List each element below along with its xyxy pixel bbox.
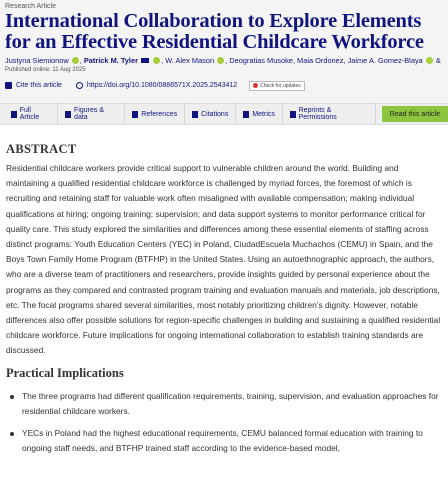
author-list: Justyna Siemionow , Patrick M. Tyler , W. Alex Mason , Deogratias Musoke, Maia Ordonez, Jaime A. Gomez-Blaya & bbox=[5, 56, 441, 65]
orcid-icon[interactable] bbox=[153, 57, 160, 64]
check-updates-button[interactable] bbox=[249, 81, 305, 91]
tab-metrics[interactable] bbox=[236, 103, 283, 125]
abstract-heading: ABSTRACT bbox=[6, 142, 77, 156]
tab-references[interactable] bbox=[125, 103, 185, 125]
tab-full-article[interactable] bbox=[4, 103, 58, 125]
practical-implications-heading: Practical Implications bbox=[6, 365, 124, 380]
article-type: Research Article bbox=[5, 3, 56, 10]
author-trailing: & bbox=[435, 56, 441, 65]
tab-reprints-permissions[interactable] bbox=[283, 103, 376, 125]
document-icon bbox=[11, 111, 17, 118]
list-item: YECs in Poland had the highest educational requirements, CEMU balanced formal education with training to ongoing staff needs, and BTFHP trained staff according to the evidence-based model, bbox=[6, 426, 442, 456]
crossmark-icon bbox=[253, 83, 258, 88]
email-icon[interactable] bbox=[141, 58, 149, 63]
bar-chart-icon bbox=[243, 111, 249, 118]
image-icon bbox=[65, 111, 71, 118]
tab-label: Figures & data bbox=[74, 107, 105, 121]
doi-link[interactable]: https://doi.org/10.1080/0886571X.2025.2543412 bbox=[86, 82, 238, 89]
author-link[interactable]: Maia Ordonez bbox=[297, 56, 344, 65]
link-icon bbox=[76, 82, 83, 89]
article-title: International Collaboration to Explore Elements for an Effective Residential Childcare Workforce bbox=[5, 10, 424, 53]
published-date: Published online: 11 Aug 2025 bbox=[5, 67, 86, 73]
lock-icon bbox=[290, 111, 296, 118]
tab-label: Reprints & Permissions bbox=[298, 107, 337, 121]
tab-label: Full Article bbox=[19, 107, 40, 121]
author-link[interactable]: Patrick M. Tyler bbox=[83, 56, 138, 65]
tab-figures-data[interactable] bbox=[58, 103, 125, 125]
tab-label: Citations bbox=[201, 110, 229, 118]
quote-icon bbox=[5, 82, 12, 89]
author-link[interactable]: Jaime A. Gomez-Blaya bbox=[347, 56, 423, 65]
quote-icon bbox=[192, 111, 198, 118]
author-link[interactable]: Justyna Siemionow bbox=[5, 56, 69, 65]
orcid-icon[interactable] bbox=[72, 57, 79, 64]
tab-label: Metrics bbox=[252, 110, 275, 118]
article-tabs bbox=[0, 103, 448, 125]
tab-citations[interactable] bbox=[185, 103, 236, 125]
cite-row bbox=[5, 79, 443, 92]
article-header bbox=[0, 0, 448, 103]
tab-label: References bbox=[141, 110, 178, 118]
cite-link[interactable]: Cite this article bbox=[16, 82, 62, 89]
orcid-icon[interactable] bbox=[217, 57, 224, 64]
article-body bbox=[0, 128, 448, 463]
read-article-button[interactable]: Read this article bbox=[382, 106, 448, 122]
author-link[interactable]: Deogratias Musoke bbox=[229, 56, 293, 65]
check-updates-label: Check for updates bbox=[260, 82, 301, 89]
author-link[interactable]: W. Alex Mason bbox=[165, 56, 215, 65]
list-item: The three programs had different qualification requirements, training, supervision, and evaluation approaches for residential childcare workers. bbox=[6, 389, 442, 419]
abstract-text: Residential childcare workers provide critical support to vulnerable children around the world. Building and maintaining a qualified residential childcare workforce is challenged by myriad forces, the foremost of which is recruiting and retaining staff for valuable work often misaligned with available compensation; making individual qualifications at hiring; ongoing training; supervision; and data support systems to monitor performance critical for quality care. This study explored the similarities and differences among these essential elements of staffing across distinct programs: Youth Education Centers (YEC) in Poland, CiudadEscuela Muchachos (CEMU) in Spain, and the Boys Town Family Home Program (BTFHP) in the United States. Using an autoethnographic approach, the authors, who are a diverse team of practitioners and researchers, provide insights guided by personal experience about the programs as they compared and contrasted program training and evaluation manuals and materials, job descriptions, etc. The focal programs shared several similarities, most notably prioritizing children’s dignity. However, notable differences also offer possible solutions for region-specific challenges in building and sustaining a qualified residential childcare workforce. Future implications for ongoing international collaboration to establish training standards are discussed. bbox=[6, 163, 441, 356]
orcid-icon[interactable] bbox=[426, 57, 433, 64]
book-icon bbox=[132, 111, 138, 118]
practical-implications-list bbox=[6, 389, 442, 456]
